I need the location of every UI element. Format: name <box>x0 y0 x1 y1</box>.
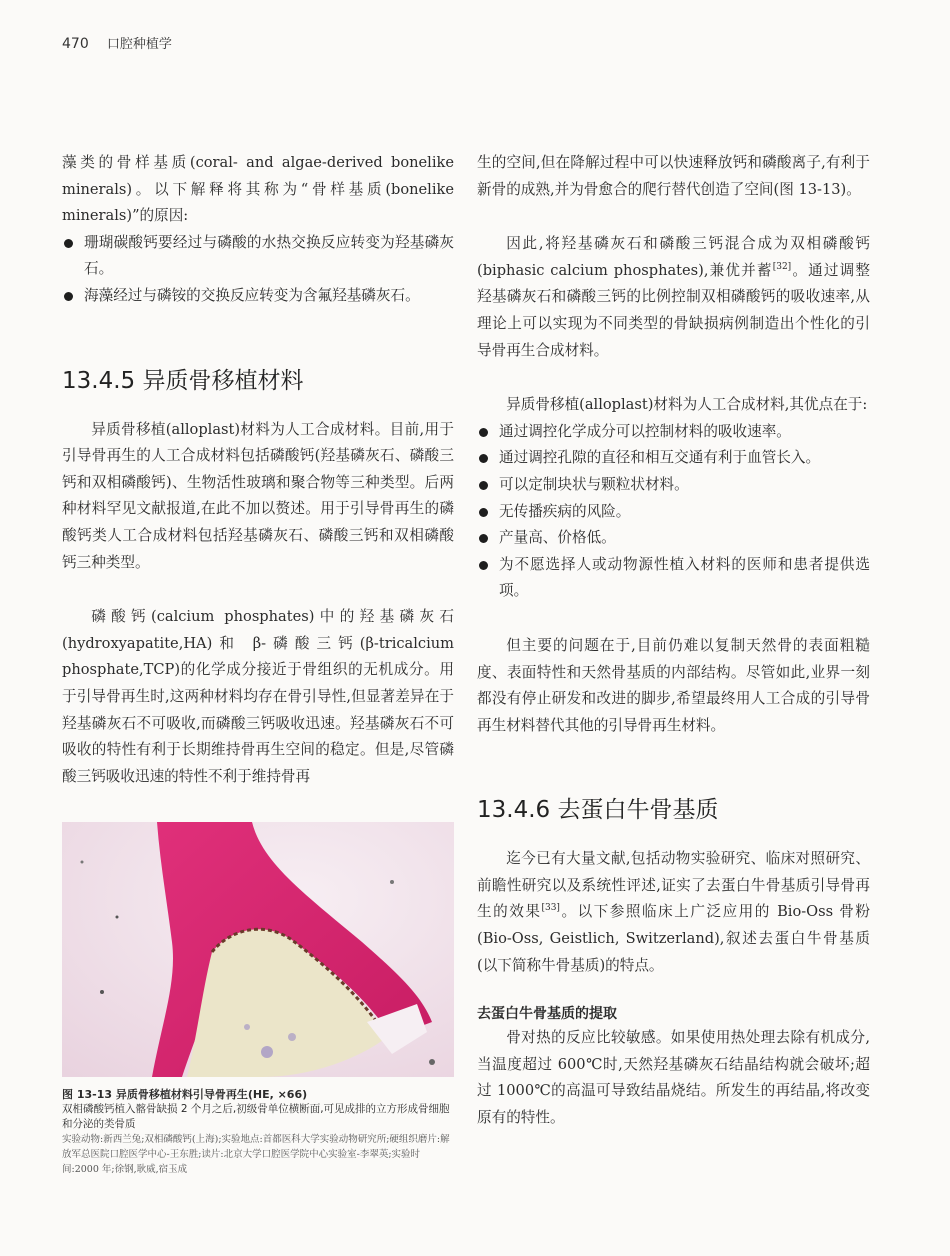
citation-ref: [33] <box>541 903 560 914</box>
problem-paragraph: 但主要的问题在于,目前仍难以复制天然骨的表面粗糙度、表面特性和天然骨基质的内部结构。尽管如此,业界一刻都没有停止研发和改进的脚步,希望最终用人工合成的引导骨再生材料替代其他的引导骨再生材料。 <box>477 636 870 734</box>
extraction-paragraph: 骨对热的反应比较敏感。如果使用热处理去除有机成分,当温度超过 600℃时,天然羟基磷灰石结晶结构就会破坏;超过 1000℃的高温可导致结晶烧结。所发生的再结晶,将改变原有的特性。 <box>477 1029 870 1127</box>
citation-ref: [32] <box>772 261 792 272</box>
dbbm-paragraph: 迄今已有大量文献,包括动物实验研究、临床对照研究、前瞻性研究以及系统性评述,证实了去蛋白牛骨基质引导骨再生的效果[33]。以下参照临床上广泛应用的 Bio-Oss 骨粉(Bio-Oss, Geistlich, Switzerland),叙述去蛋白牛骨基质(以下简称牛骨基质)的特点。 <box>477 850 870 974</box>
figure-description: 双相磷酸钙植入髂骨缺损 2 个月之后,初级骨单位横断面,可见成排的立方形成骨细胞和分泌的类骨质 <box>62 1103 450 1130</box>
list-item: 通过调控孔隙的直径和相互交通有利于血管长入。 <box>477 445 870 472</box>
intro-paragraph: 藻类的骨样基质(coral- and algae-derived bonelike minerals)。以下解释将其称为“骨样基质(bonelike minerals)”的原因: <box>62 154 454 225</box>
book-title: 口腔种植学 <box>106 37 172 52</box>
list-item: 可以定制块状与颗粒状材料。 <box>477 472 870 499</box>
advantages-intro: 异质骨移植(alloplast)材料为人工合成材料,其优点在于: <box>506 396 868 414</box>
alloplast-paragraph: 异质骨移植(alloplast)材料为人工合成材料。目前,用于引导骨再生的人工合成材料包括磷酸钙(羟基磷灰石、磷酸三钙和双相磷酸钙)、生物活性玻璃和聚合物等三种类型。后两种材料罕见文献报道,在此不加以赘述。用于引导骨再生的磷酸钙类人工合成材料包括羟基磷灰石、磷酸三钙和双相磷酸钙三种类型。 <box>62 420 454 571</box>
section-title-alloplast: 13.4.5 异质骨移植材料 <box>62 367 304 394</box>
list-item: 为不愿选择人或动物源性植入材料的医师和患者提供选项。 <box>477 552 870 605</box>
left-column <box>62 150 454 790</box>
list-item: 无传播疾病的风险。 <box>477 499 870 526</box>
histology-image <box>62 822 454 1077</box>
figure-title: 图 13-13 异质骨移植材料引导骨再生(HE, ×66) <box>62 1088 308 1101</box>
list-item: 通过调控化学成分可以控制材料的吸收速率。 <box>477 419 870 446</box>
section-title-dbbm: 13.4.6 去蛋白牛骨基质 <box>477 797 719 824</box>
right-column <box>477 150 870 1132</box>
figure-credits: 实验动物:新西兰兔;双相磷酸钙(上海);实验地点:首都医科大学实验动物研究所;硬组织磨片:解放军总医院口腔医学中心-王东胜;读片:北京大学口腔医学院中心实验室-李翠英;实验时间:2000 年;徐钢,耿威,宿玉成 <box>62 1134 450 1175</box>
continued-paragraph: 生的空间,但在降解过程中可以快速释放钙和磷酸离子,有利于新骨的成熟,并为骨愈合的爬行替代创造了空间(图 13-13)。 <box>477 154 870 198</box>
page-number: 470 <box>62 36 89 52</box>
list-item: 海藻经过与磷铵的交换反应转变为含氟羟基磷灰石。 <box>62 283 454 310</box>
list-item: 珊瑚碳酸钙要经过与磷酸的水热交换反应转变为羟基磷灰石。 <box>62 230 454 283</box>
figure-caption <box>62 1087 454 1177</box>
page-header <box>62 33 172 52</box>
bcp-paragraph: 因此,将羟基磷灰石和磷酸三钙混合成为双相磷酸钙(biphasic calcium phosphates),兼优并蓄[32]。通过调整羟基磷灰石和磷酸三钙的比例控制双相磷酸钙的吸收速率,从理论上可以实现为不同类型的骨缺损病例制造出个性化的引导骨再生合成材料。 <box>477 235 870 359</box>
list-item: 产量高、价格低。 <box>477 525 870 552</box>
bonelike-bullet-list <box>62 230 454 310</box>
calcium-phosphate-paragraph: 磷酸钙(calcium phosphates)中的羟基磷灰石(hydroxyapatite,HA)和 β-磷酸三钙(β-tricalcium phosphate,TCP)的化学成分接近于骨组织的无机成分。用于引导骨再生时,这两种材料均存在骨引导性,但显著差异在于羟基磷灰石不可吸收,而磷酸三钙吸收迅速。羟基磷灰石不可吸收的特性有利于长期维持骨再生空间的稳定。但是,尽管磷酸三钙吸收迅速的特性不利于维持骨再 <box>62 608 454 785</box>
subheading-extraction: 去蛋白牛骨基质的提取 <box>477 1006 617 1023</box>
advantages-list <box>477 419 870 605</box>
histology-figure <box>62 822 454 1077</box>
